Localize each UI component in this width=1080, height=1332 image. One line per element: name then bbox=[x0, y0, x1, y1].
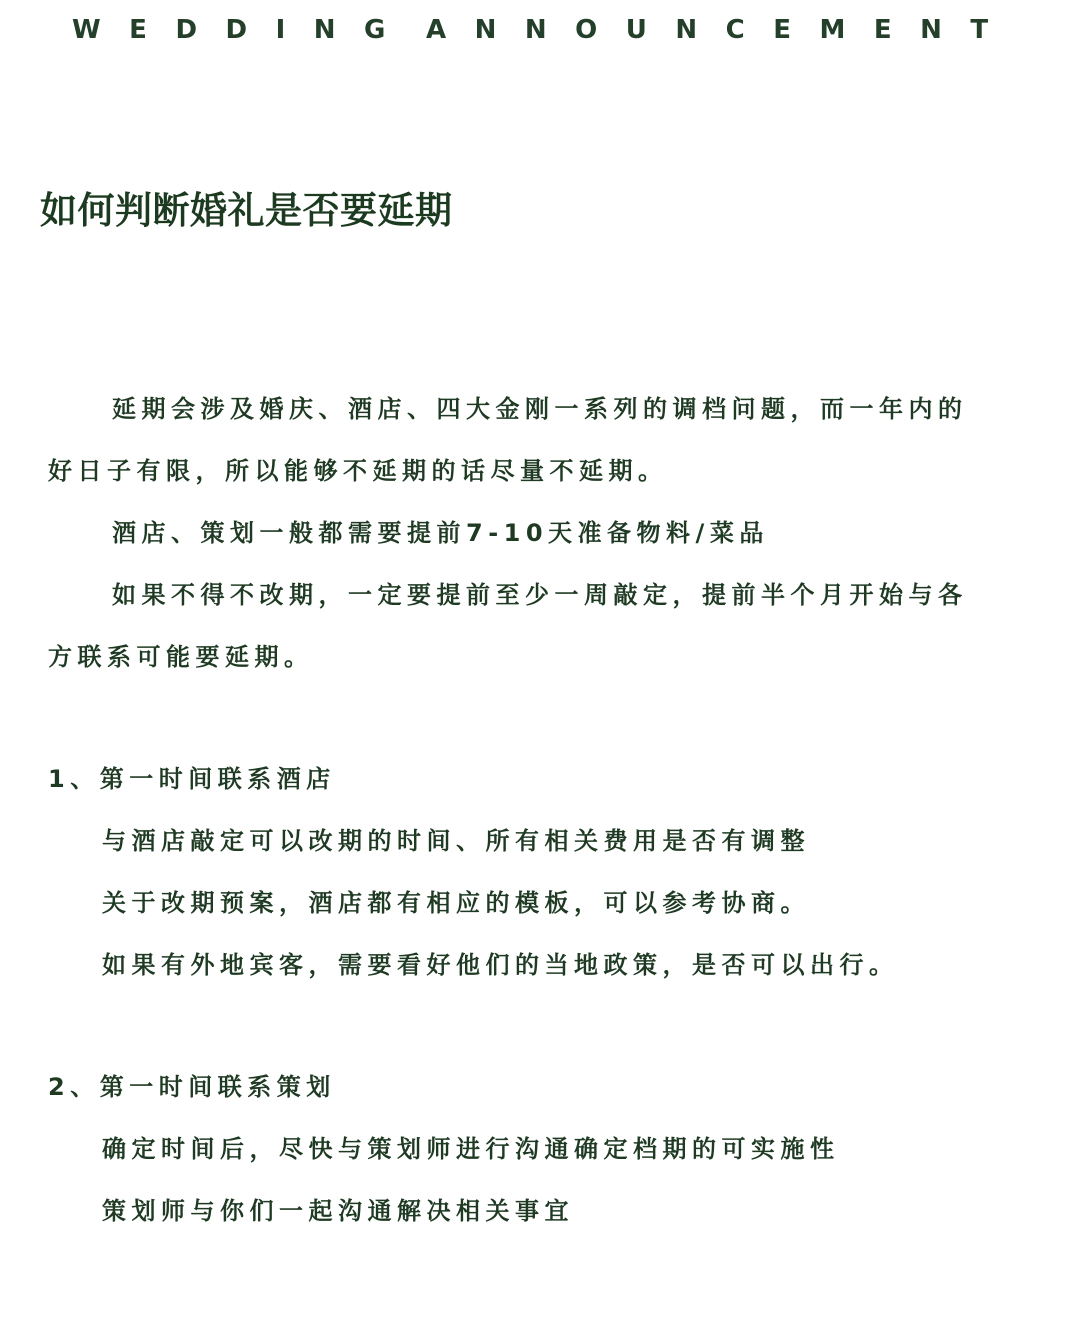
section-line: 与酒店敲定可以改期的时间、所有相关费用是否有调整 bbox=[102, 827, 810, 855]
intro-paragraph-2 bbox=[48, 502, 1008, 564]
section-heading: 2、第一时间联系策划 bbox=[48, 1073, 336, 1101]
section-line: 关于改期预案，酒店都有相应的模板，可以参考协商。 bbox=[102, 889, 810, 917]
intro-paragraph-3 bbox=[48, 564, 1008, 688]
section-contact-hotel bbox=[48, 748, 1028, 996]
section-line: 确定时间后，尽快与策划师进行沟通确定档期的可实施性 bbox=[102, 1135, 840, 1163]
section-line: 策划师与你们一起沟通解决相关事宜 bbox=[102, 1197, 574, 1225]
intro-paragraph-3-line-2: 方联系可能要延期。 bbox=[48, 643, 314, 671]
intro-paragraph-1-line-1: 延期会涉及婚庆、酒店、四大金刚一系列的调档问题，而一年内的 bbox=[112, 395, 968, 423]
page-title: 如何判断婚礼是否要延期 bbox=[40, 189, 453, 232]
section-heading: 1、第一时间联系酒店 bbox=[48, 765, 336, 793]
section-contact-planner bbox=[48, 1056, 1028, 1242]
intro-paragraph-1 bbox=[48, 378, 1008, 502]
section-line: 如果有外地宾客，需要看好他们的当地政策，是否可以出行。 bbox=[102, 951, 899, 979]
header-word-announcement: ANNOUNCEMENT bbox=[426, 15, 1017, 45]
intro-section bbox=[48, 378, 1008, 688]
header-banner bbox=[0, 10, 1080, 50]
header-word-wedding: WEDDING bbox=[72, 15, 414, 45]
intro-paragraph-3-line-1: 如果不得不改期，一定要提前至少一周敲定，提前半个月开始与各 bbox=[112, 581, 968, 609]
intro-paragraph-2-line-1: 酒店、策划一般都需要提前7-10天准备物料/菜品 bbox=[112, 519, 769, 547]
intro-paragraph-1-line-2: 好日子有限，所以能够不延期的话尽量不延期。 bbox=[48, 457, 668, 485]
